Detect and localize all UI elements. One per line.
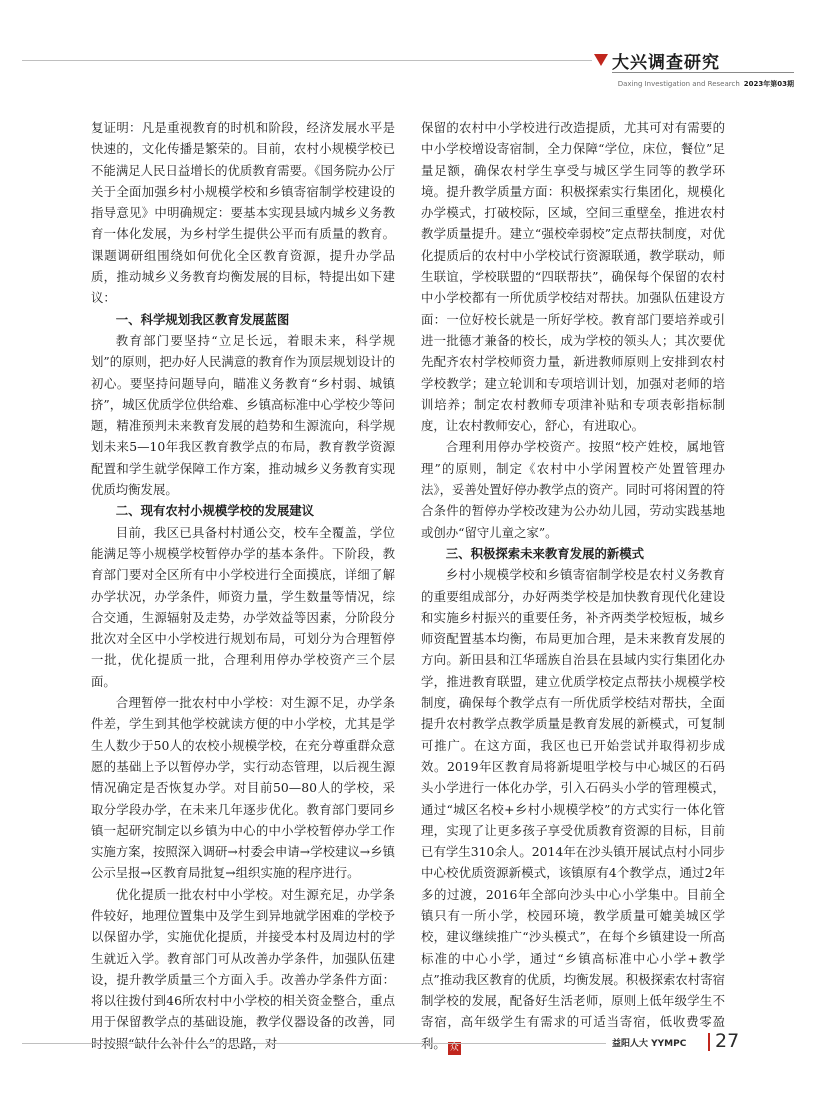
section-heading-2: 二、现有农村小规模学校的发展建议 (115, 503, 315, 519)
header-rule-right (612, 72, 794, 73)
end-mark-icon: 众 (449, 1042, 459, 1053)
footer-divider (708, 1033, 710, 1051)
paragraph-intro: 复证明：凡是重视教育的时机和阶段，经济发展水平是快速的，文化传播是繁荣的。目前，农村小规模学校已不能满足人民日益增长的优质教育需要。《国务院办公厅关于全面加强乡村小规模学校和乡镇寄宿制学校建设的指导意见》中明确规定：要基本实现县域内城乡义务教育一体化发展，为乡村学生提供公平而有质量的教育。课题调研组围绕如何优化全区教育资源，提升办学品质，推动城乡义务教育均衡发展的目标，特提出如下建议： (91, 120, 395, 306)
paragraph-2d: 合理利用停办学校资产。按照“校产姓校，属地管理”的原则，制定《农村中小学闲置校产处置管理办法》，妥善处置好停办教学点的资产。同时可将闲置的符合条件的暂停办学校改建为公办幼儿园，劳动实践基地或创办“留守儿童之家”。 (421, 439, 725, 540)
footer-rule (22, 1043, 606, 1044)
journal-subtitle-en: Daxing Investigation and Research (617, 80, 740, 88)
header-triangle-icon (594, 54, 608, 66)
paragraph-2c: 优化提质一批农村中小学校。对生源充足，办学条件较好，地理位置集中及学生到异地就学困难的学校予以保留办学，实施优化提质，并接受本村及周边村的学生就近入学。教育部门可从改善办学条件，加强队伍建设，提升教学质量三个方面入手。改善办学条件方面：将以往拨付到46所农村中小学校的相关资金整合，重点用于保留教学点的基础设施，教学仪器设备的改善，同时按照“缺什么补什么”的思路，对 (91, 886, 395, 1051)
paragraph-2b: 合理暂停一批农村中小学校：对生源不足，办学条件差，学生到其他学校就读方便的中小学校，尤其是学生人数少于50人的农校小规模学校，在充分尊重群众意愿的基础上予以暂停办学，实行动态管理，以后视生源情况确定是否恢复办学。对目前50—80人的学校，采取分学段办学，在未来几年逐步优化。教育部门要同乡镇一起研究制定以乡镇为中心的中小学校暂停办学工作实施方案，按照深入调研→村委会申请→学校建议→乡镇公示呈报→区教育局批复→组织实施的程序进行。 (91, 695, 395, 881)
column-left (91, 117, 395, 1054)
section-heading-3: 三、积极探索未来教育发展的新模式 (445, 545, 645, 561)
paragraph-3-text: 乡村小规模学校和乡镇寄宿制学校是农村义务教育的重要组成部分，办好两类学校是加快教育现代化建设和实施乡村振兴的重要任务，补齐两类学校短板，城乡师资配置基本均衡，布局更加合理，是未来教育发展的方向。新田县和江华瑶族自治县在县域内实行集团化办学，推进教育联盟，建立优质学校定点帮扶小规模学校制度，确保每个教学点有一所优质学校结对帮扶，全面提升农村教学点教学质量是教育发展的新模式，可复制可推广。在这方面，我区也已开始尝试并取得初步成效。2019年区教育局将新堤咀学校与中心城区的石码头小学进行一体化办学，引入石码头小学的管理模式，通过“城区名校+乡村小规模学校”的方式实行一体化管理，实现了让更多孩子享受优质教育资源的目标，目前已有学生310余人。2014年在沙头镇开展试点村小同步中心校优质资源新模式，该镇原有4个教学点，通过2年多的过渡，2016年全部向沙头中心小学集中。目前全镇只有一所小学，校园环境，教学质量可媲美城区学校，建议继续推广“沙头模式”，在每个乡镇建设一所高标准的中心小学，通过“乡镇高标准中心小学+教学点”推动我区教育的优质，均衡发展。积极探索农村寄宿制学校的发展，配备好生活老师，原则上低年级学生不寄宿，高年级学生有需求的可适当寄宿，低收费零盈利。 (421, 567, 725, 1051)
journal-issue: 2023年第03期 (743, 80, 794, 88)
paragraph-2a: 目前，我区已具备村村通公交，校车全覆盖，学位能满足等小规模学校暂停办学的基本条件。下阶段，教育部门要对全区所有中小学校进行全面摸底，详细了解办学状况，办学条件，师资力量，学生数量等情况，综合交通，生源辐射及走势，办学效益等因素，分阶段分批次对全区中小学校进行规划布局，可划分为合理暂停一批，优化提质一批，合理利用停办学校资产三个层面。 (91, 524, 395, 689)
journal-title: 大兴调查研究 (612, 53, 720, 73)
journal-subtitle (586, 79, 794, 89)
page-number: 27 (715, 1030, 740, 1052)
footer-brand: 益阳人大 YYMPC (612, 1039, 687, 1049)
paragraph-2c-continued: 保留的农村中小学校进行改造提质，尤其可对有需要的中小学校增设寄宿制，全力保障“学位，床位，餐位”足量足额，确保农村学生享受与城区学生同等的教学环境。提升教学质量方面：积极探索实行集团化，规模化办学模式，打破校际，区域，空间三重壁垒，推进农村教学质量提升。建立“强校牵弱校”定点帮扶制度，对优化提质后的农村中小学校试行资源联通，教学联动，师生联谊，学校联盟的“四联帮扶”，确保每个保留的农村中小学校都有一所优质学校结对帮扶。加强队伍建设方面：一位好校长就是一所好学校。教育部门要培养或引进一批德才兼备的校长，成为学校的领头人；其次要优先配齐农村学校师资力量，新进教师原则上安排到农村学校教学；建立轮训和专项培训计划，加强对老师的培训培养；制定农村教师专项津补贴和专项表彰指标制度，让农村教师安心，舒心，有进取心。 (421, 120, 725, 434)
section-heading-1: 一、科学规划我区教育发展蓝图 (115, 311, 290, 327)
paragraph-3 (421, 564, 725, 1055)
column-right (421, 117, 725, 1055)
paragraph-1: 教育部门要坚持“立足长远，着眼未来，科学规划”的原则，把办好人民满意的教育作为顶层规划设计的初心。要坚持问题导向，瞄准义务教育“乡村弱、城镇挤”，城区优质学位供给难、乡镇高标准中心学校少等问题，精准预判未来教育发展的趋势和生源流向，科学规划未来5—10年我区教育教学点的布局，教育教学资源配置和学生就学保障工作方案，推动城乡义务教育实现优质均衡发展。 (91, 332, 395, 498)
header-rule-left (22, 60, 592, 61)
